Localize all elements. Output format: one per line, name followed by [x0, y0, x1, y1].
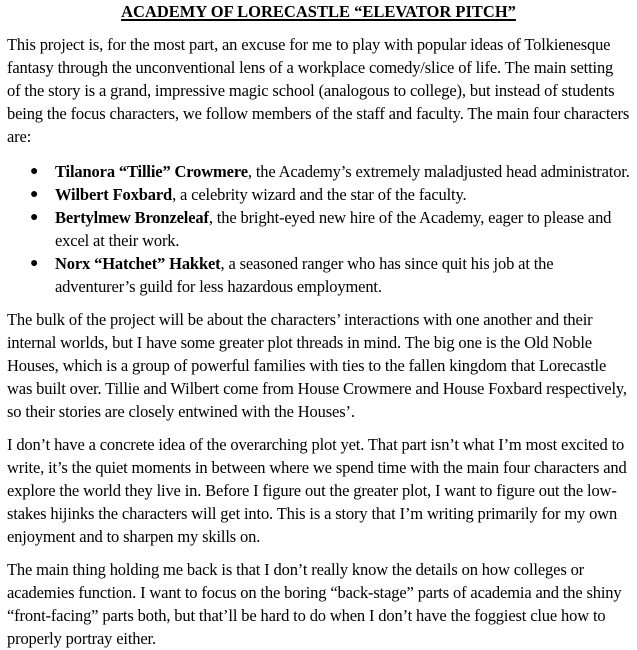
- character-description: , the Academy’s extremely maladjusted head administrator.: [247, 162, 630, 181]
- body-paragraph-overarching: I don’t have a concrete idea of the overarching plot yet. That part isn’t what I’m most excited to write, it’s the quiet moments in between where we spend time with the main four characters and explore the world they live in. Before I figure out the greater plot, I want to figure out the low-stakes hijinks the characters will get into. This is a story that I’m writing primarily for my own enjoyment and to sharpen my skills on.: [7, 435, 627, 546]
- list-item: [7, 160, 630, 183]
- document-title: ACADEMY OF LORECASTLE “ELEVATOR PITCH”: [121, 2, 516, 21]
- intro-paragraph: This project is, for the most part, an excuse for me to play with popular ideas of Tolkienesque fantasy through the unconventional lens of a workplace comedy/slice of life. The main setting of the story is a grand, impressive magic school (analogous to college), but instead of students being the focus characters, we follow members of the staff and faculty. The main four characters are:: [7, 35, 630, 146]
- list-item: [7, 206, 630, 252]
- character-description: , a seasoned ranger who has since quit his job at the adventurer’s guild for less hazardous employment.: [55, 254, 554, 296]
- character-name: Wilbert Foxbard: [55, 185, 173, 204]
- body-paragraph-concerns: The main thing holding me back is that I don’t really know the details on how colleges or academies function. I want to focus on the boring “back-stage” parts of academia and the shiny “front-facing” parts both, but that’ll be hard to do when I don’t have the foggiest clue how to properly portray either.: [7, 560, 622, 648]
- body-paragraph-plot: The bulk of the project will be about the characters’ interactions with one another and their internal worlds, but I have some greater plot threads in mind. The big one is the Old Noble Houses, which is a group of powerful families with ties to the fallen kingdom that Lorecastle was built over. Tillie and Wilbert come from House Crowmere and House Foxbard respectively, so their stories are closely entwined with the Houses’.: [7, 310, 627, 421]
- character-list: [7, 160, 630, 298]
- character-description: , the bright-eyed new hire of the Academy, eager to please and excel at their work.: [55, 208, 612, 250]
- bullet-icon: ●: [30, 256, 39, 271]
- character-description: , a celebrity wizard and the star of the faculty.: [172, 185, 467, 204]
- list-item: [7, 252, 630, 298]
- list-item: [7, 183, 630, 206]
- bullet-icon: ●: [30, 164, 39, 179]
- character-name: Tilanora “Tillie” Crowmere: [55, 162, 248, 181]
- bullet-icon: ●: [30, 210, 39, 225]
- character-name: Bertylmew Bronzeleaf: [55, 208, 209, 227]
- character-name: Norx “Hatchet” Hakket: [55, 254, 221, 273]
- bullet-icon: ●: [30, 187, 39, 202]
